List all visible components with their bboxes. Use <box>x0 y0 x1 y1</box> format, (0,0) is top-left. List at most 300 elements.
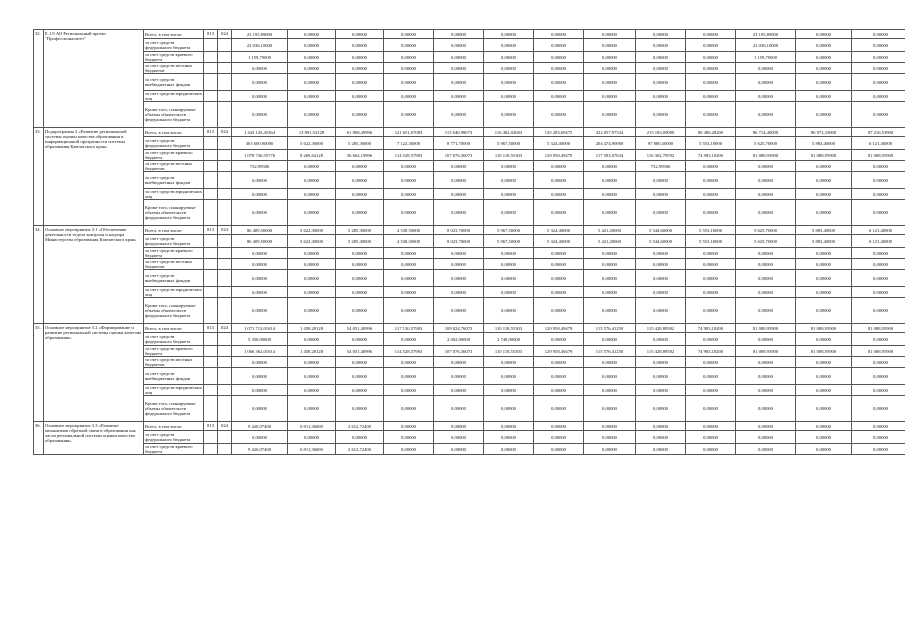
year-amount-cell: 0,00000 <box>686 52 736 63</box>
table-row <box>34 30 905 39</box>
budget-code-1 <box>204 431 218 444</box>
year-amount-cell: 0,00000 <box>736 189 796 200</box>
year-amount-cell: 0,00000 <box>534 248 584 259</box>
total-amount-cell: 86 409,50000 <box>232 226 288 235</box>
budget-code-1 <box>204 298 218 324</box>
table-row <box>34 128 905 137</box>
total-amount-cell: 22 036,10000 <box>232 39 288 52</box>
year-amount-cell: 0,00000 <box>736 259 796 270</box>
year-amount-cell: 0,00000 <box>384 52 434 63</box>
year-amount-cell: 0,00000 <box>336 30 384 39</box>
table-row <box>34 385 905 396</box>
funding-source-label: за счет средств внебюджетных фондов <box>144 368 204 385</box>
year-amount-cell: 0,00000 <box>336 287 384 298</box>
budget-code-1: 813 <box>204 226 218 235</box>
year-amount-cell: 0,00000 <box>686 30 736 39</box>
table-row <box>34 137 905 150</box>
total-amount-cell: 0,00000 <box>232 200 288 226</box>
total-amount-cell: 23 195,89000 <box>232 30 288 39</box>
funding-source-label: за счет средств краевого бюджета <box>144 52 204 63</box>
year-amount-cell: 0,00000 <box>584 52 636 63</box>
year-amount-cell: 0,00000 <box>384 39 434 52</box>
year-amount-cell: 97 880,30000 <box>636 137 686 150</box>
year-amount-cell: 0,00000 <box>852 248 905 259</box>
year-amount-cell: 5 625,70000 <box>736 235 796 248</box>
year-amount-cell: 0,00000 <box>484 39 534 52</box>
year-amount-cell: 0,00000 <box>384 259 434 270</box>
year-amount-cell: 0,00000 <box>336 189 384 200</box>
year-amount-cell: 0,00000 <box>484 248 534 259</box>
funding-source-label: за счет средств юридических лиц <box>145 287 202 297</box>
year-amount-cell: 0,00000 <box>852 63 905 74</box>
year-amount-cell: 0,00000 <box>288 259 336 270</box>
budget-code-1 <box>204 235 218 248</box>
budget-code-2 <box>218 161 232 172</box>
year-amount-cell: 0,00000 <box>384 298 434 324</box>
year-amount-cell: 0,00000 <box>336 368 384 385</box>
budget-code-1 <box>204 385 218 396</box>
year-amount-cell: 115 428,89582 <box>636 324 686 333</box>
budget-code-2: 024 <box>218 422 232 431</box>
year-amount-cell: 0,00000 <box>434 161 484 172</box>
year-amount-cell: 0,00000 <box>584 102 636 128</box>
year-amount-cell: 5 421,20000 <box>584 226 636 235</box>
budget-code-1 <box>204 368 218 385</box>
year-amount-cell: 0,00000 <box>852 52 905 63</box>
budget-code-1 <box>204 102 218 128</box>
budget-code-1: 813 <box>204 324 218 333</box>
year-amount-cell: 0,00000 <box>534 357 584 368</box>
year-amount-cell: 0,00000 <box>384 431 434 444</box>
year-amount-cell: 0,00000 <box>636 30 686 39</box>
year-amount-cell: 0,00000 <box>288 385 336 396</box>
year-amount-cell: 0,00000 <box>434 91 484 102</box>
year-amount-cell: 115 428,89582 <box>636 346 686 357</box>
year-amount-cell: 0,00000 <box>736 200 796 226</box>
year-amount-cell: 0,00000 <box>852 422 905 431</box>
total-amount-cell: 5 350,00000 <box>232 333 288 346</box>
total-amount-cell: 0,00000 <box>232 63 288 74</box>
year-amount-cell: 4 538,50000 <box>384 235 434 248</box>
year-amount-cell: 0,00000 <box>434 357 484 368</box>
funding-source-label: за счет средств местных бюджетов <box>144 357 204 368</box>
year-amount-cell: 0,00000 <box>796 248 852 259</box>
year-amount-cell: 0,00000 <box>796 298 852 324</box>
year-amount-cell: 0,00000 <box>534 298 584 324</box>
table-row <box>34 396 905 422</box>
year-amount-cell: 0,00000 <box>852 287 905 298</box>
year-amount-cell: 81 088,95900 <box>796 324 852 333</box>
year-amount-cell: 0,00000 <box>796 287 852 298</box>
year-amount-cell: 86 972,33000 <box>796 128 852 137</box>
budget-code-1 <box>204 39 218 52</box>
year-amount-cell: 0,00000 <box>852 102 905 128</box>
year-amount-cell: 0,00000 <box>636 102 686 128</box>
budget-code-1: 813 <box>204 422 218 431</box>
budget-code-2 <box>218 333 232 346</box>
year-amount-cell: 0,00000 <box>686 422 736 431</box>
year-amount-cell: 0,00000 <box>534 52 584 63</box>
year-amount-cell: 0,00000 <box>288 333 336 346</box>
year-amount-cell: 0,00000 <box>636 91 686 102</box>
table-row <box>34 63 905 74</box>
row-number: 36. <box>34 422 44 455</box>
year-amount-cell: 109 024,76073 <box>434 324 484 333</box>
year-amount-cell: 0,00000 <box>336 91 384 102</box>
year-amount-cell: 0,00000 <box>736 422 796 431</box>
budget-code-2 <box>218 396 232 422</box>
year-amount-cell: 0,00000 <box>434 189 484 200</box>
year-amount-cell: 0,00000 <box>852 357 905 368</box>
year-amount-cell: 115 576,41250 <box>584 324 636 333</box>
year-amount-cell: 0,00000 <box>584 385 636 396</box>
year-amount-cell: 0,00000 <box>384 422 434 431</box>
year-amount-cell: 0,00000 <box>736 172 796 189</box>
year-amount-cell: 0,00000 <box>636 333 686 346</box>
year-amount-cell: 0,00000 <box>434 102 484 128</box>
year-amount-cell: 0,00000 <box>384 161 434 172</box>
budget-code-2 <box>218 298 232 324</box>
year-amount-cell: 0,00000 <box>384 30 434 39</box>
year-amount-cell: 2 002,00000 <box>434 333 484 346</box>
total-amount-cell: 0,00000 <box>232 396 288 422</box>
year-amount-cell: 1 159,79000 <box>736 52 796 63</box>
year-amount-cell: 114 528,57983 <box>384 346 434 357</box>
funding-source-label: за счет средств местных бюджетов <box>144 63 204 74</box>
year-amount-cell: 0,00000 <box>384 385 434 396</box>
year-amount-cell: 0,00000 <box>736 368 796 385</box>
year-amount-cell: 0,00000 <box>484 189 534 200</box>
year-amount-cell: 0,00000 <box>796 52 852 63</box>
year-amount-cell: 0,00000 <box>434 39 484 52</box>
year-amount-cell: 0,00000 <box>852 368 905 385</box>
budget-code-2 <box>218 270 232 287</box>
year-amount-cell: 5 883,40000 <box>796 137 852 150</box>
year-amount-cell: 0,00000 <box>584 30 636 39</box>
table-row <box>34 248 905 259</box>
budget-code-2: 024 <box>218 324 232 333</box>
year-amount-cell: 0,00000 <box>534 422 584 431</box>
budget-code-2 <box>218 357 232 368</box>
year-amount-cell: 0,00000 <box>384 270 434 287</box>
year-amount-cell: 0,00000 <box>584 74 636 91</box>
year-amount-cell: 0,00000 <box>534 431 584 444</box>
year-amount-cell: 0,00000 <box>796 270 852 287</box>
year-amount-cell: 81 088,95900 <box>796 346 852 357</box>
table-row <box>34 298 905 324</box>
year-amount-cell: 0,00000 <box>288 189 336 200</box>
funding-source-label: Всего, в том числе: <box>144 128 204 137</box>
year-amount-cell: 8 771,70000 <box>434 137 484 150</box>
year-amount-cell: 0,00000 <box>796 259 852 270</box>
year-amount-cell: 81 088,95900 <box>852 346 905 357</box>
row-number: 33. <box>34 128 44 226</box>
year-amount-cell: 0,00000 <box>434 298 484 324</box>
year-amount-cell: 2 748,00000 <box>484 333 534 346</box>
year-amount-cell: 110 118,55303 <box>484 150 534 161</box>
year-amount-cell: 0,00000 <box>534 30 584 39</box>
year-amount-cell: 0,00000 <box>636 248 686 259</box>
year-amount-cell: 0,00000 <box>636 63 686 74</box>
year-amount-cell: 0,00000 <box>736 333 796 346</box>
budget-code-1 <box>204 91 218 102</box>
year-amount-cell: 0,00000 <box>434 259 484 270</box>
year-amount-cell: 0,00000 <box>384 63 434 74</box>
program-name: Основное мероприятие 3.3 «Развитие механизмов обратной связи в образовании как части региональной системы оценки качества образования» <box>44 422 144 455</box>
year-amount-cell: 0,00000 <box>384 91 434 102</box>
year-amount-cell: 0,00000 <box>736 91 796 102</box>
year-amount-cell: 8 269,64128 <box>288 150 336 161</box>
funding-source-label: за счет средств федерального бюджета <box>144 333 204 346</box>
year-amount-cell: 0,00000 <box>584 200 636 226</box>
year-amount-cell: 0,00000 <box>434 248 484 259</box>
year-amount-cell: 0,00000 <box>484 161 534 172</box>
funding-source-label: за счет средств местных бюджетов <box>144 161 204 172</box>
year-amount-cell: 5 421,20000 <box>584 235 636 248</box>
year-amount-cell: 0,00000 <box>584 431 636 444</box>
budget-code-1: 813 <box>204 30 218 39</box>
year-amount-cell: 0,00000 <box>636 385 686 396</box>
year-amount-cell: 5 622,30000 <box>288 137 336 150</box>
table-row <box>34 333 905 346</box>
table-row <box>34 235 905 248</box>
year-amount-cell: 0,00000 <box>534 270 584 287</box>
total-amount-cell: 0,00000 <box>232 102 288 128</box>
year-amount-cell: 0,00000 <box>534 259 584 270</box>
year-amount-cell: 0,00000 <box>686 259 736 270</box>
budget-code-2 <box>218 259 232 270</box>
funding-source-label: Всего, в том числе: <box>144 226 204 235</box>
year-amount-cell: 0,00000 <box>484 74 534 91</box>
year-amount-cell: 0,00000 <box>796 431 852 444</box>
year-amount-cell: 1 458,28128 <box>288 346 336 357</box>
year-amount-cell: 0,00000 <box>636 172 686 189</box>
year-amount-cell: 0,00000 <box>484 30 534 39</box>
year-amount-cell: 0,00000 <box>796 172 852 189</box>
year-amount-cell: 0,00000 <box>852 161 905 172</box>
year-amount-cell: 0,00000 <box>584 422 636 431</box>
total-amount-cell: 0,00000 <box>232 287 288 298</box>
budget-code-2: 024 <box>218 128 232 137</box>
budget-code-1 <box>204 63 218 74</box>
year-amount-cell: 5 883,40000 <box>796 235 852 248</box>
year-amount-cell: 116 302,79592 <box>636 150 686 161</box>
year-amount-cell: 7 122,30000 <box>384 137 434 150</box>
year-amount-cell: 0,00000 <box>384 333 434 346</box>
year-amount-cell: 81 088,95900 <box>736 324 796 333</box>
budget-code-1 <box>204 259 218 270</box>
table-row <box>34 444 905 455</box>
year-amount-cell: 0,00000 <box>288 63 336 74</box>
budget-code-1 <box>204 357 218 368</box>
year-amount-cell: 0,00000 <box>434 396 484 422</box>
year-amount-cell: 0,00000 <box>384 74 434 91</box>
year-amount-cell: 0,00000 <box>534 444 584 455</box>
year-amount-cell: 117 130,57983 <box>384 324 434 333</box>
year-amount-cell: 81 088,95900 <box>852 150 905 161</box>
year-amount-cell: 0,00000 <box>288 298 336 324</box>
year-amount-cell: 0,00000 <box>434 74 484 91</box>
year-amount-cell: 0,00000 <box>636 259 686 270</box>
year-amount-cell: 0,00000 <box>796 161 852 172</box>
year-amount-cell: 0,00000 <box>534 74 584 91</box>
table-row <box>34 422 905 431</box>
year-amount-cell: 81 088,95900 <box>852 324 905 333</box>
table-row <box>34 74 905 91</box>
year-amount-cell: 0,00000 <box>686 298 736 324</box>
total-amount-cell: 0,00000 <box>232 368 288 385</box>
budget-code-2 <box>218 102 232 128</box>
budget-code-2 <box>218 287 232 298</box>
budget-code-2 <box>218 385 232 396</box>
funding-source-label: за счет средств федерального бюджета <box>144 137 204 150</box>
funding-source-label: за счет средств краевого бюджета <box>144 150 204 161</box>
year-amount-cell: 13 891,54128 <box>288 128 336 137</box>
funding-source-label: за счет средств краевого бюджета <box>144 444 204 455</box>
funding-source-label: за счет средств юридических лиц <box>145 189 202 199</box>
year-amount-cell: 0,00000 <box>484 200 534 226</box>
year-amount-cell: 6 811,36000 <box>288 422 336 431</box>
year-amount-cell: 74 983,18200 <box>686 150 736 161</box>
year-amount-cell: 0,00000 <box>534 102 584 128</box>
year-amount-cell: 0,00000 <box>534 91 584 102</box>
year-amount-cell: 0,00000 <box>736 357 796 368</box>
year-amount-cell: 5 324,40000 <box>534 235 584 248</box>
year-amount-cell: 0,00000 <box>736 74 796 91</box>
year-amount-cell: 0,00000 <box>336 172 384 189</box>
year-amount-cell: 0,00000 <box>434 287 484 298</box>
year-amount-cell: 0,00000 <box>434 422 484 431</box>
year-amount-cell: 215 183,09000 <box>636 128 686 137</box>
budget-code-2 <box>218 431 232 444</box>
year-amount-cell: 0,00000 <box>686 248 736 259</box>
year-amount-cell: 0,00000 <box>686 368 736 385</box>
year-amount-cell: 0,00000 <box>288 39 336 52</box>
year-amount-cell: 81 088,95900 <box>796 150 852 161</box>
year-amount-cell: 0,00000 <box>636 39 686 52</box>
year-amount-cell: 0,00000 <box>686 444 736 455</box>
budget-code-2 <box>218 39 232 52</box>
year-amount-cell: 0,00000 <box>796 30 852 39</box>
year-amount-cell: 0,00000 <box>736 385 796 396</box>
year-amount-cell: 322 057,97534 <box>584 128 636 137</box>
budget-code-1 <box>204 346 218 357</box>
row-number: 34. <box>34 226 44 324</box>
year-amount-cell: 0,00000 <box>584 248 636 259</box>
year-amount-cell: 0,00000 <box>534 287 584 298</box>
table-row <box>34 91 905 102</box>
total-amount-cell: 0,00000 <box>232 385 288 396</box>
year-amount-cell: 5 625,70000 <box>736 226 796 235</box>
table-row <box>34 259 905 270</box>
year-amount-cell: 0,00000 <box>796 200 852 226</box>
total-amount-cell: 0,00000 <box>232 270 288 287</box>
year-amount-cell: 0,00000 <box>534 368 584 385</box>
year-amount-cell: 0,00000 <box>852 189 905 200</box>
year-amount-cell: 0,00000 <box>736 102 796 128</box>
year-amount-cell: 56 664,19996 <box>336 150 384 161</box>
total-amount-cell: 86 409,50000 <box>232 235 288 248</box>
year-amount-cell: 0,00000 <box>384 444 434 455</box>
year-amount-cell: 0,00000 <box>686 74 736 91</box>
year-amount-cell: 0,00000 <box>686 431 736 444</box>
year-amount-cell: 6 121,40000 <box>852 235 905 248</box>
year-amount-cell: 0,00000 <box>852 298 905 324</box>
year-amount-cell: 0,00000 <box>484 357 534 368</box>
budget-code-1 <box>204 137 218 150</box>
year-amount-cell: 1 458,28128 <box>288 324 336 333</box>
total-amount-cell: 1 071 712,01614 <box>232 324 288 333</box>
funding-source-label: за счет средств внебюджетных фондов <box>144 74 204 91</box>
budget-code-2: 024 <box>218 30 232 39</box>
year-amount-cell: 5 544,60000 <box>636 226 686 235</box>
year-amount-cell: 0,00000 <box>336 63 384 74</box>
year-amount-cell: 0,00000 <box>534 172 584 189</box>
year-amount-cell: 0,00000 <box>288 368 336 385</box>
total-amount-cell: 0,00000 <box>232 189 288 200</box>
funding-source-label: за счет средств местных бюджетов <box>144 259 204 270</box>
year-amount-cell: 0,00000 <box>852 91 905 102</box>
year-amount-cell: 0,00000 <box>796 396 852 422</box>
year-amount-cell: 0,00000 <box>534 161 584 172</box>
year-amount-cell: 0,00000 <box>336 39 384 52</box>
year-amount-cell: 0,00000 <box>484 368 534 385</box>
table-row <box>34 200 905 226</box>
year-amount-cell: 0,00000 <box>584 91 636 102</box>
year-amount-cell: 54 051,40996 <box>336 346 384 357</box>
year-amount-cell: 0,00000 <box>584 357 636 368</box>
year-amount-cell: 0,00000 <box>686 161 736 172</box>
year-amount-cell: 0,00000 <box>852 200 905 226</box>
total-amount-cell: 0,00000 <box>232 172 288 189</box>
year-amount-cell: 0,00000 <box>636 270 686 287</box>
year-amount-cell: 0,00000 <box>288 200 336 226</box>
year-amount-cell: 0,00000 <box>584 287 636 298</box>
year-amount-cell: 6 121,40000 <box>852 137 905 150</box>
year-amount-cell: 87 216,53900 <box>852 128 905 137</box>
funding-source-label: за счет средств внебюджетных фондов <box>144 172 204 189</box>
budget-code-1 <box>204 74 218 91</box>
year-amount-cell: 0,00000 <box>384 200 434 226</box>
year-amount-cell: 0,00000 <box>434 30 484 39</box>
year-amount-cell: 81 088,95900 <box>736 346 796 357</box>
year-amount-cell: 0,00000 <box>534 189 584 200</box>
year-amount-cell: 0,00000 <box>434 270 484 287</box>
budget-code-1 <box>204 150 218 161</box>
year-amount-cell: 0,00000 <box>636 189 686 200</box>
funding-source-label: за счет средств федерального бюджета <box>144 39 204 52</box>
year-amount-cell: 0,00000 <box>636 298 686 324</box>
year-amount-cell: 0,00000 <box>384 357 434 368</box>
table-row <box>34 172 905 189</box>
year-amount-cell: 5 285,30000 <box>336 226 384 235</box>
year-amount-cell: 0,00000 <box>584 298 636 324</box>
year-amount-cell: 0,00000 <box>852 431 905 444</box>
budget-code-1 <box>204 333 218 346</box>
year-amount-cell: 0,00000 <box>636 444 686 455</box>
year-amount-cell: 0,00000 <box>636 396 686 422</box>
year-amount-cell: 0,00000 <box>852 444 905 455</box>
year-amount-cell: 0,00000 <box>686 385 736 396</box>
year-amount-cell: 0,00000 <box>534 333 584 346</box>
year-amount-cell: 81 088,95900 <box>736 150 796 161</box>
total-amount-cell: 1 159,79000 <box>232 52 288 63</box>
year-amount-cell: 5 967,50000 <box>484 235 534 248</box>
year-amount-cell: 0,00000 <box>636 422 686 431</box>
total-amount-cell: 9 420,07400 <box>232 422 288 431</box>
year-amount-cell: 0,00000 <box>686 333 736 346</box>
funding-source-label: Всего, в том числе: <box>144 422 204 431</box>
